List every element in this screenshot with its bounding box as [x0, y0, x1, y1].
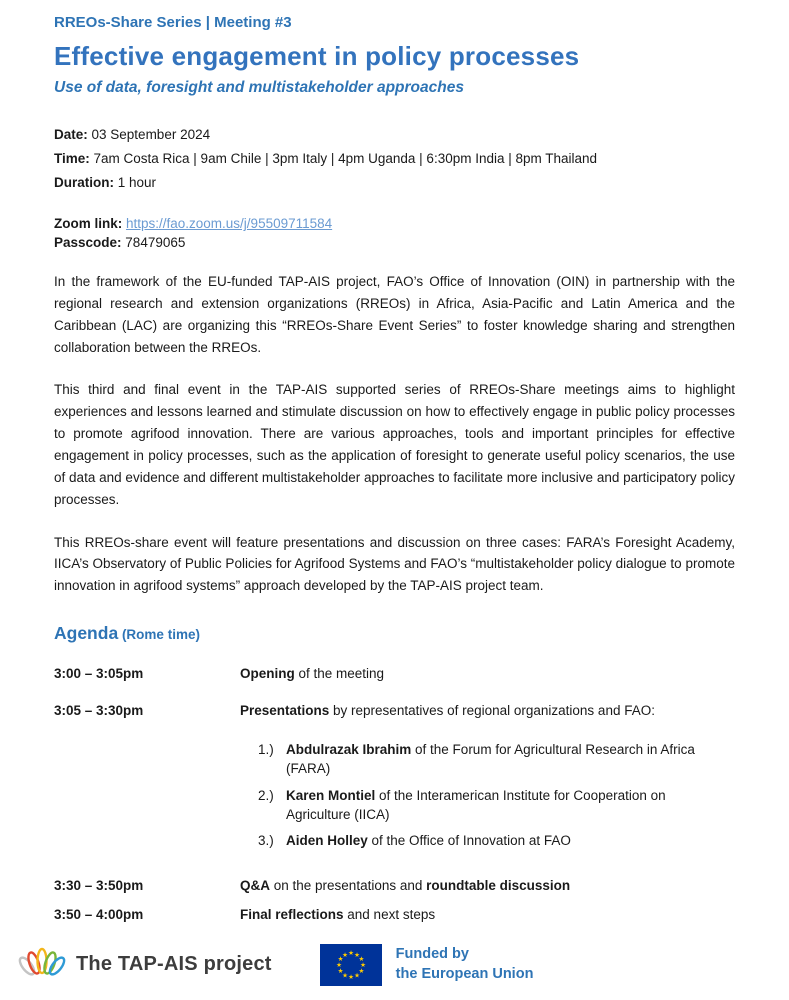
agenda-desc-bold: Q&A: [240, 878, 270, 894]
zoom-block: [54, 216, 735, 250]
duration-line: [54, 175, 735, 190]
series-heading: RREOs-Share Series | Meeting #3: [54, 14, 292, 31]
eu-funding-line2: the European Union: [395, 965, 534, 982]
tap-ais-logo-icon: [18, 943, 68, 986]
date-label: Date:: [54, 127, 88, 142]
svg-text:★: ★: [337, 966, 344, 975]
time-label: Time:: [54, 151, 90, 166]
date-value: 03 September 2024: [87, 127, 211, 142]
agenda-time: 3:30 – 3:50pm: [54, 878, 144, 894]
agenda-row-qa: [54, 876, 735, 896]
speaker-affiliation: of the Office of Innovation at FAO: [367, 832, 571, 848]
page-title: Effective engagement in policy processes: [54, 41, 580, 71]
agenda-desc: [240, 664, 735, 684]
paragraph-intro: In the framework of the EU-funded TAP-AIS project, FAO’s Office of Innovation (OIN) in partnership with the regional research and extension organizations (RREOs) in Africa, Asia-Pacific and Latin America and the Caribbean (LAC) are organizing this “RREOs-Share Event Series” to foster knowledge sharing and strengthen collaboration between the RREOs.: [54, 274, 735, 355]
agenda-desc: [240, 876, 735, 896]
paragraph-event-aims: This third and final event in the TAP-AIS supported series of RREOs-Share meetings aims to highlight experiences and lessons learned and stimulate discussion on how to effectively engage in public policy processes to promote agrifood innovation. There are various approaches, tools and important principles for effective engagement in policy processes, such as the application of foresight to generate useful policy scenarios, the use of data and evidence and different multistakeholder approaches to facilitate more inclusive and participatory policy processes.: [54, 382, 735, 507]
agenda-desc-rest: and next steps: [343, 906, 436, 922]
zoom-link-label: Zoom link:: [54, 216, 126, 231]
zoom-link-line: [54, 216, 735, 231]
passcode-value: 78479065: [121, 235, 186, 250]
agenda-row-presentations: [54, 701, 735, 721]
speaker-text: [286, 740, 716, 778]
zoom-link[interactable]: https://fao.zoom.us/j/95509711584: [126, 216, 333, 231]
eu-funding-group: [320, 944, 534, 986]
time-line: [54, 151, 735, 166]
speaker-affiliation: of the Interamerican Institute for Cooperation on Agriculture (IICA): [286, 787, 666, 822]
duration-value: 1 hour: [114, 175, 157, 190]
agenda-time: 3:00 – 3:05pm: [54, 666, 144, 682]
page-footer: [0, 943, 789, 986]
svg-text:★: ★: [353, 950, 360, 959]
eu-flag-icon: [320, 944, 382, 986]
tap-ais-logo-text: The TAP-AIS project: [76, 953, 272, 975]
agenda-row-reflections: [54, 905, 735, 925]
svg-text:★: ★: [337, 954, 344, 963]
agenda-time: 3:50 – 4:00pm: [54, 906, 144, 922]
time-value: 7am Costa Rica | 9am Chile | 3pm Italy | 4pm Uganda | 6:30pm India | 8pm Thailand: [89, 151, 598, 166]
agenda-heading: [54, 623, 735, 644]
eu-funding-line1: Funded by: [395, 945, 469, 962]
speaker-text: [286, 831, 716, 850]
speaker-name: Abdulrazak Ibrahim: [286, 742, 412, 758]
speaker-list: [258, 740, 735, 850]
speaker-text: [286, 786, 716, 824]
duration-label: Duration:: [54, 175, 114, 190]
svg-text:★: ★: [359, 960, 366, 969]
agenda-desc-bold: Opening: [240, 666, 295, 682]
tap-ais-logo-group: [18, 943, 272, 986]
agenda-desc-rest: on the presentations and: [270, 878, 427, 894]
agenda-desc-bold: Final reflections: [240, 906, 344, 922]
svg-text:★: ★: [358, 966, 364, 975]
svg-text:★: ★: [341, 971, 348, 980]
svg-text:★: ★: [341, 950, 348, 959]
speaker-number: 2.): [258, 787, 274, 803]
speaker-number: 1.): [258, 742, 274, 758]
passcode-line: [54, 235, 735, 250]
svg-text:★: ★: [335, 960, 342, 969]
list-item: [258, 831, 735, 850]
agenda-desc-bold: Presentations: [240, 702, 330, 718]
date-line: [54, 127, 735, 142]
svg-text:★: ★: [347, 948, 354, 957]
agenda-heading-title: Agenda: [54, 623, 119, 644]
passcode-label: Passcode:: [54, 235, 122, 250]
list-item: [258, 786, 735, 824]
agenda-desc-bold2: roundtable discussion: [426, 878, 571, 894]
speaker-name: Aiden Holley: [286, 832, 368, 848]
eu-funding-text: [396, 945, 534, 984]
agenda-desc: [240, 701, 735, 721]
list-item: [258, 740, 735, 778]
svg-text:★: ★: [347, 972, 354, 981]
speaker-number: 3.): [258, 832, 274, 848]
agenda-time: 3:05 – 3:30pm: [54, 702, 144, 718]
paragraph-cases: This RREOs-share event will feature presentations and discussion on three cases: FARA’s Foresight Academy, IICA’s Observatory of Public Policies for Agrifood Systems and FAO’s “multistakeholder policy dialogue to promote innovation in agrifood systems” approach developed by the TAP-AIS project team.: [54, 534, 735, 594]
agenda-heading-note: (Rome time): [118, 627, 200, 643]
svg-text:★: ★: [358, 954, 364, 963]
agenda-row-opening: [54, 664, 735, 684]
agenda-desc-rest: by representatives of regional organizations and FAO:: [329, 702, 655, 718]
speaker-affiliation: of the Forum for Agricultural Research in Africa (FARA): [286, 742, 695, 777]
page-subtitle: Use of data, foresight and multistakeholder approaches: [54, 79, 464, 96]
agenda-desc: [240, 905, 735, 925]
event-details: [54, 127, 735, 190]
agenda-desc-rest: of the meeting: [294, 666, 385, 682]
svg-text:★: ★: [353, 971, 360, 980]
speaker-name: Karen Montiel: [286, 787, 376, 803]
